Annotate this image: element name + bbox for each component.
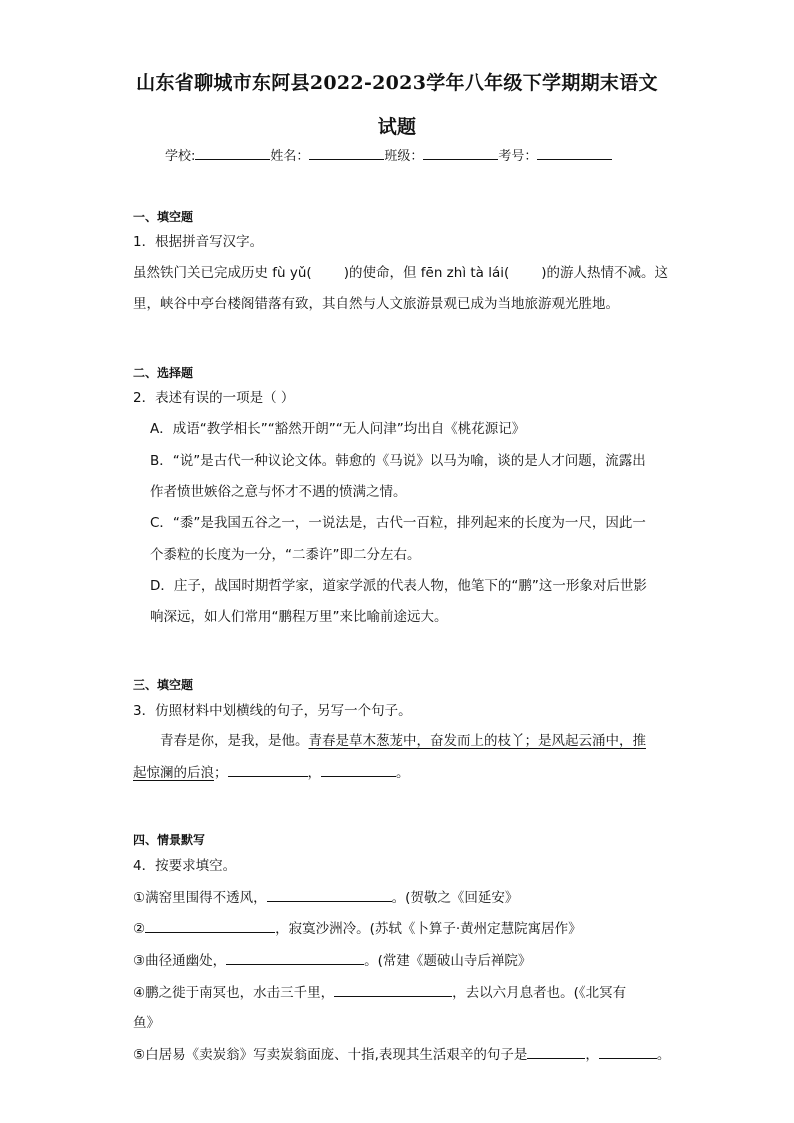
q4-item-2 <box>133 918 582 939</box>
q4-item-1-source: 。(贺敬之《回延安》 <box>391 890 519 906</box>
q4-item-5-blank-1[interactable] <box>527 1044 585 1059</box>
q2-option-b-line2: 作者愤世嫉俗之意与怀才不遇的愤满之情。 <box>150 484 407 500</box>
section2-heading: 二、选择题 <box>133 366 194 380</box>
q4-item-5-blank-2[interactable] <box>599 1044 657 1059</box>
exam-title-line1: 山东省聊城市东阿县2022-2023学年八年级下学期期末语文 <box>136 72 658 94</box>
q1-text-a: 虽然铁门关已完成历史 fù yǔ( <box>133 265 312 281</box>
q3-underlined-sentence-cont: 起惊澜的后浪 <box>133 765 214 781</box>
q4-item-1-text: ①满窑里围得不透风， <box>133 890 267 906</box>
q4-item-4-text: ④鹏之徙于南冥也，水击三千里， <box>133 985 335 1001</box>
q4-item-4-blank[interactable] <box>334 982 452 997</box>
name-label: 姓名： <box>270 149 310 164</box>
q3-comma: ， <box>307 765 321 781</box>
q3-material-line2 <box>133 762 410 783</box>
number-label: 考号： <box>498 149 538 164</box>
q4-item-3-source: 。(常建《题破山寺后禅院》 <box>364 953 532 969</box>
q2-option-d-line2: 响深远，如人们常用“鹏程万里”来比喻前途远大。 <box>150 609 448 625</box>
q3-underlined-sentence: 青春是草木葱茏中，奋发而上的枝丫；是风起云涌中，推 <box>308 733 646 749</box>
q2-stem: 2．表述有误的一项是（ ） <box>133 390 295 406</box>
q4-item-1-blank[interactable] <box>267 887 392 902</box>
q4-item-2-blank[interactable] <box>145 918 275 933</box>
q2-option-a[interactable]: A．成语“教学相长”“豁然开朗”“无人问津”均出自《桃花源记》 <box>150 421 526 437</box>
q4-item-1 <box>133 887 518 908</box>
section3-heading: 三、填空题 <box>133 678 194 692</box>
q3-plain-text: 青春是你，是我，是他。 <box>160 733 309 749</box>
q4-item-2-source: ，寂寞沙洲冷。(苏轼《卜算子·黄州定慧院寓居作》 <box>275 921 582 937</box>
q3-semicolon: ； <box>214 765 228 781</box>
q4-item-5-period: 。 <box>656 1047 671 1063</box>
name-blank[interactable] <box>309 145 384 160</box>
q4-item-3 <box>133 950 531 971</box>
q4-item-2-number: ② <box>133 921 146 937</box>
q2-option-b-line1[interactable]: B．“说”是古代一种议论文体。韩愈的《马说》以马为喻，谈的是人才问题，流露出 <box>150 453 646 469</box>
q1-text-b: )的使命，但 fēn zhì tà lái( <box>343 265 510 281</box>
q1-stem: 1．根据拼音写汉字。 <box>133 234 264 250</box>
school-blank[interactable] <box>195 145 270 160</box>
q3-answer-blank-2[interactable] <box>321 762 396 777</box>
number-blank[interactable] <box>537 145 612 160</box>
q4-item-5-comma: ， <box>585 1047 599 1063</box>
q1-line1 <box>133 263 668 283</box>
q4-item-5 <box>133 1044 670 1065</box>
q1-text-c: )的游人热情不减。这 <box>541 265 669 281</box>
q3-period: 。 <box>396 765 410 781</box>
q2-option-c-line1[interactable]: C．“黍”是我国五谷之一，一说法是，古代一百粒，排列起来的长度为一尺，因此一 <box>150 515 646 531</box>
q2-option-c-line2: 个黍粒的长度为一分，“二黍许”即二分左右。 <box>150 547 421 563</box>
q3-material-line1 <box>160 731 646 751</box>
q4-item-3-blank[interactable] <box>226 950 364 965</box>
section1-heading: 一、填空题 <box>133 210 194 224</box>
school-label: 学校: <box>165 149 196 164</box>
q4-stem: 4．按要求填空。 <box>133 858 237 874</box>
class-blank[interactable] <box>423 145 498 160</box>
section4-heading: 四、情景默写 <box>133 833 206 847</box>
q4-item-4-line2: 鱼》 <box>133 1015 160 1031</box>
q4-item-5-text: ⑤白居易《卖炭翁》写卖炭翁面庞、十指,表现其生活艰辛的句子是 <box>133 1047 528 1063</box>
q2-option-d-line1[interactable]: D．庄子，战国时期哲学家，道家学派的代表人物，他笔下的“鹏”这一形象对后世影 <box>150 578 647 594</box>
q4-item-4-source: ，去以六月息者也。(《北冥有 <box>452 985 627 1001</box>
exam-title-line2: 试题 <box>377 116 417 138</box>
q4-item-3-text: ③曲径通幽处， <box>133 953 227 969</box>
class-label: 班级： <box>384 149 424 164</box>
q1-line2: 里，峡谷中亭台楼阁错落有致，其自然与人文旅游景观已成为当地旅游观光胜地。 <box>133 296 619 312</box>
q3-stem: 3．仿照材料中划横线的句子，另写一个句子。 <box>133 703 412 719</box>
q4-item-4 <box>133 982 626 1003</box>
student-info-row <box>165 145 612 164</box>
q3-answer-blank-1[interactable] <box>228 762 308 777</box>
